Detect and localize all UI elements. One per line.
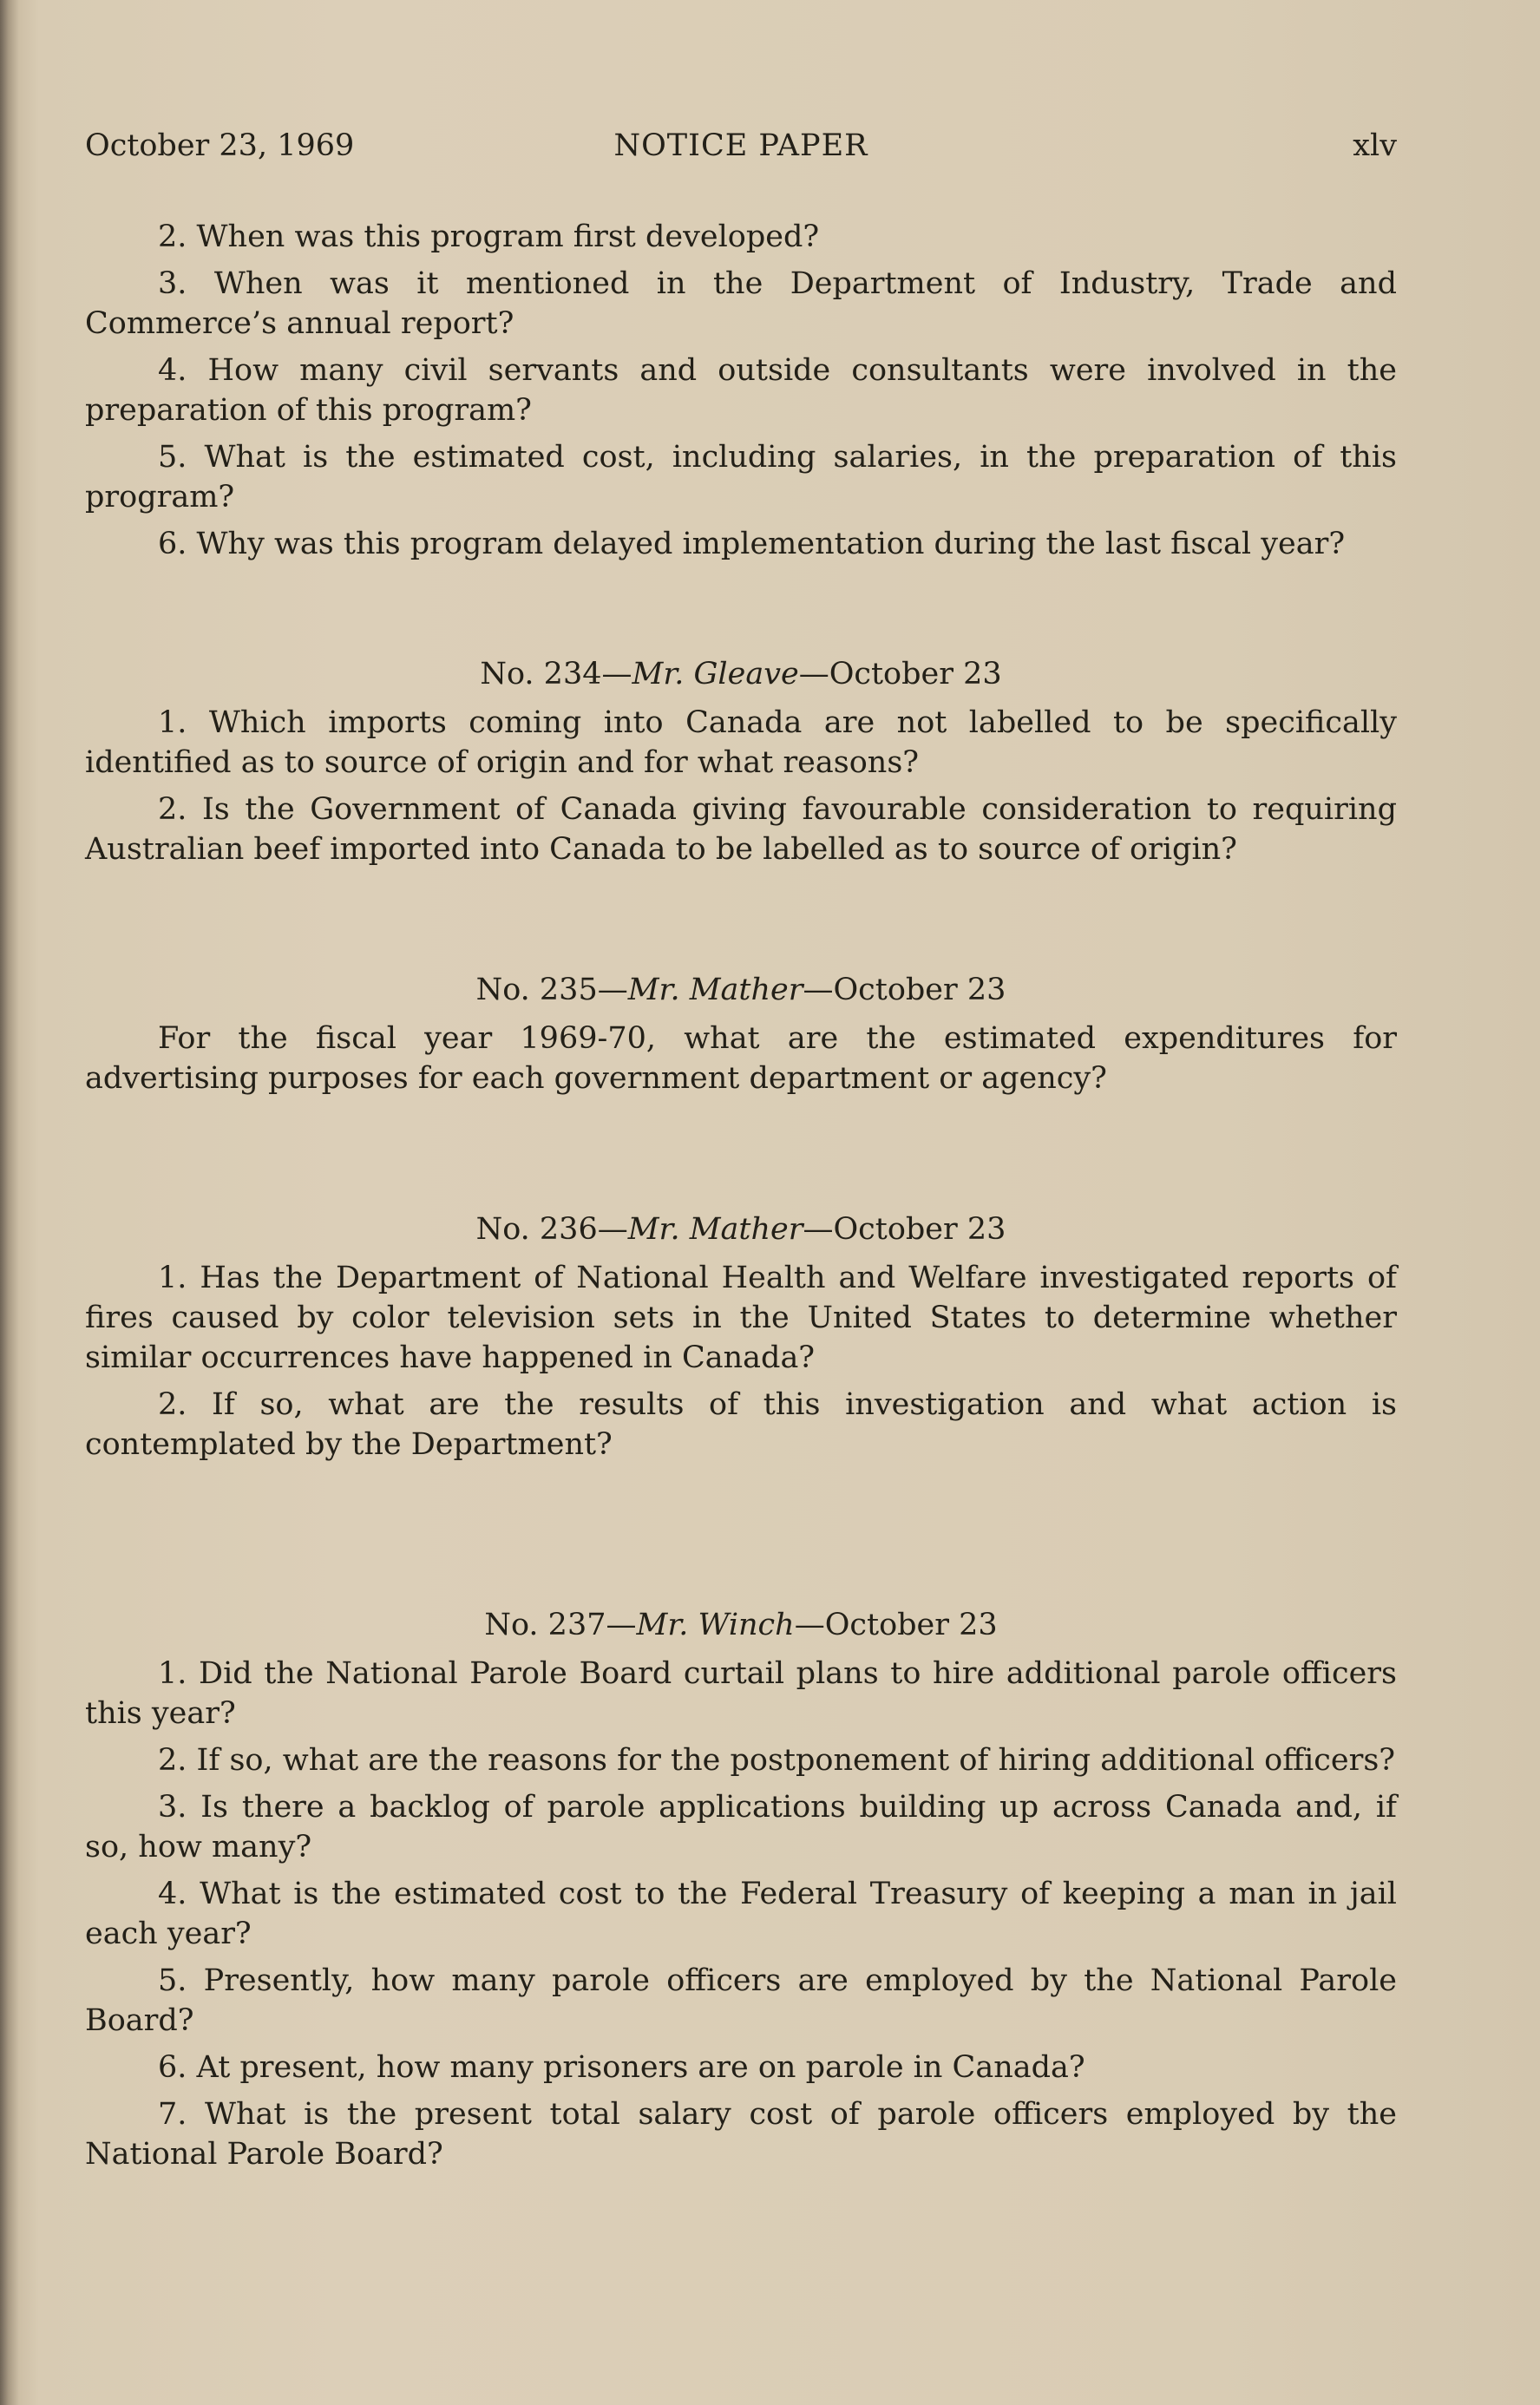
question-heading: No. 237—Mr. Winch—October 23 (484, 1608, 998, 1642)
member-name: Mr. Mather (627, 1212, 803, 1247)
question-237 (85, 1605, 1397, 2174)
member-name: Mr. Mather (627, 973, 803, 1007)
question-item: 1. Did the National Parole Board curtail plans to hire additional parole officers this year? (85, 1656, 1397, 1731)
question-item: 3. Is there a backlog of parole applications building up across Canada and, if so, how many? (85, 1790, 1397, 1864)
question-item: 4. What is the estimated cost to the Federal Treasury of keeping a man in jail each year? (85, 1877, 1397, 1951)
question-heading: No. 236—Mr. Mather—October 23 (475, 1212, 1006, 1247)
question-item: 2. If so, what are the reasons for the postponement of hiring additional officers? (158, 1743, 1396, 1778)
question-236 (85, 1209, 1397, 1465)
question-item: 5. What is the estimated cost, including salaries, in the preparation of this program? (85, 440, 1397, 514)
question-item: 1. Has the Department of National Health and Welfare investigated reports of fires caused by color television sets in the United States to determine whether similar occurrences have happened in Canada? (85, 1261, 1397, 1375)
question-item: 2. When was this program first developed? (158, 220, 820, 254)
question-item: 4. How many civil servants and outside consultants were involved in the preparation of this program? (85, 353, 1397, 428)
question-heading: No. 235—Mr. Mather—October 23 (475, 973, 1006, 1007)
question-item: 7. What is the present total salary cost of parole officers employed by the National Parole Board? (85, 2097, 1397, 2172)
member-name: Mr. Gleave (632, 657, 799, 691)
header-date: October 23, 1969 (85, 128, 355, 163)
question-heading: No. 234—Mr. Gleave—October 23 (480, 657, 1002, 691)
question-item: 6. At present, how many prisoners are on parole in Canada? (158, 2050, 1085, 2085)
question-item: 1. Which imports coming into Canada are not labelled to be specifically identified as to source of origin and for what reasons? (85, 705, 1397, 780)
question-235 (85, 970, 1397, 1098)
question-item: 6. Why was this program delayed implementation during the last fiscal year? (158, 527, 1346, 561)
page-number: xlv (1353, 128, 1397, 163)
question-item: 2. If so, what are the results of this investigation and what action is contemplated by the Department? (85, 1387, 1397, 1462)
question-item: For the fiscal year 1969-70, what are the estimated expenditures for advertising purposes for each government department or agency? (85, 1021, 1397, 1096)
question-item: 5. Presently, how many parole officers are employed by the National Parole Board? (85, 1963, 1397, 2038)
question-234 (85, 654, 1397, 869)
question-item: 3. When was it mentioned in the Department of Industry, Trade and Commerce’s annual report? (85, 266, 1397, 341)
page-content (85, 217, 1397, 2181)
header-title: NOTICE PAPER (613, 128, 868, 163)
page-header (85, 128, 1397, 172)
question-item: 2. Is the Government of Canada giving favourable consideration to requiring Australian beef imported into Canada to be labelled as to source of origin? (85, 792, 1397, 867)
member-name: Mr. Winch (636, 1608, 795, 1642)
